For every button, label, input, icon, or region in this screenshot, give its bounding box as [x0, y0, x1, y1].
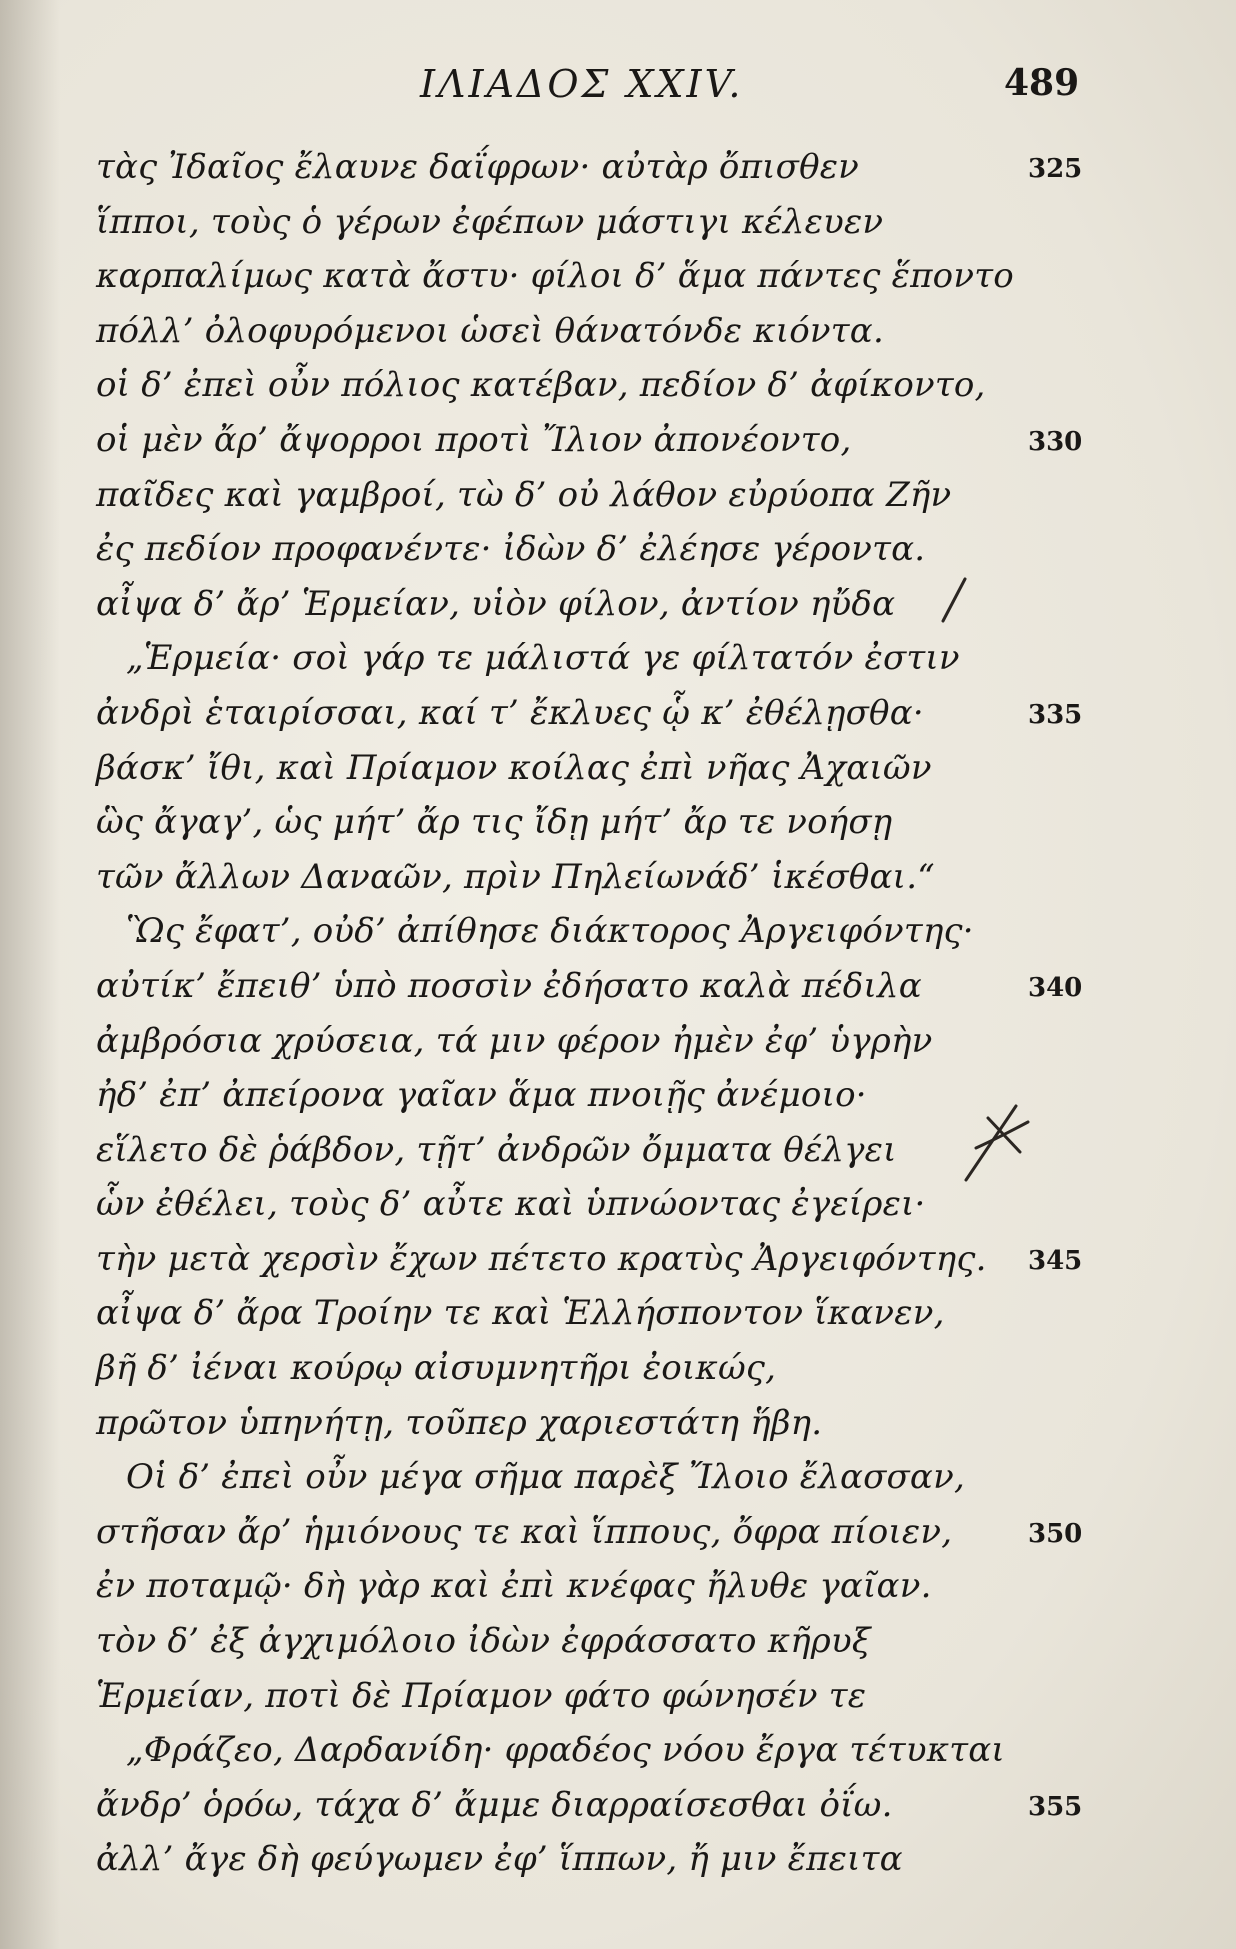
verse-line: [96, 468, 1096, 523]
page-number: 489: [1004, 62, 1080, 104]
verse-text: τὸν δ’ ἐξ ἀγχιμόλοιο ἰδὼν ἐφράσσατο κῆρυξ: [96, 1621, 871, 1662]
verse-text: ἀλλ’ ἄγε δὴ φεύγωμεν ἐφ’ ἵππων, ἤ μιν ἔπειτα: [96, 1839, 903, 1880]
verse-line: [96, 1450, 1096, 1505]
verse-text: οἱ δ’ ἐπεὶ οὖν πόλιος κατέβαν, πεδίον δ’ ἀφίκοντο,: [96, 365, 986, 406]
verse-text: τὰς Ἰδαῖος ἔλαυνε δαΐφρων· αὐτὰρ ὄπισθεν: [96, 147, 860, 187]
verse-text: ἐς πεδίον προφανέντε· ἰδὼν δ’ ἐλέησε γέροντα.: [96, 529, 926, 570]
verse-line: [96, 1068, 1096, 1123]
verse-line: [96, 850, 1096, 905]
verse-line: [96, 1505, 1096, 1560]
verse-text: ἵπποι, τοὺς ὁ γέρων ἐφέπων μάστιγι κέλευεν: [96, 201, 884, 242]
verse-line: [96, 577, 1096, 632]
verse-line: [96, 1232, 1096, 1287]
verse-line: [96, 904, 1096, 959]
verse-text: ὣς ἄγαγ’, ὡς μήτ’ ἄρ τις ἴδῃ μήτ’ ἄρ τε νοήσῃ: [96, 802, 893, 843]
verse-text: ἐν ποταμῷ· δὴ γὰρ καὶ ἐπὶ κνέφας ἤλυθε γαῖαν.: [96, 1566, 932, 1607]
verse-line: [96, 1286, 1096, 1341]
line-number: 330: [1028, 426, 1083, 457]
verse-text: ὧν ἐθέλει, τοὺς δ’ αὖτε καὶ ὑπνώοντας ἐγείρει·: [96, 1184, 926, 1225]
verse-line: [96, 1723, 1096, 1778]
verse-text: πρῶτον ὑπηνήτῃ, τοῦπερ χαριεστάτη ἥβη.: [96, 1402, 823, 1443]
verse-text: „Φράζεο, Δαρδανίδη· φραδέος νόου ἔργα τέτυκται: [126, 1730, 1005, 1771]
verse-text: αἶψα δ’ ἄρ’ Ἑρμείαν, υἱὸν φίλον, ἀντίον ηὔδα: [96, 583, 896, 624]
line-number: 325: [1028, 154, 1083, 184]
verse-text: ἠδ’ ἐπ’ ἀπείρονα γαῖαν ἅμα πνοιῇς ἀνέμοιο·: [96, 1075, 867, 1116]
line-number: 350: [1028, 1518, 1083, 1549]
verse-text: πόλλ’ ὀλοφυρόμενοι ὡσεὶ θάνατόνδε κιόντα.: [96, 310, 884, 351]
verse-text: αἶψα δ’ ἄρα Τροίην τε καὶ Ἑλλήσποντον ἵκανεν,: [96, 1293, 945, 1334]
line-number: 355: [1028, 1791, 1083, 1822]
verse-text: στῆσαν ἄρ’ ἡμιόνους τε καὶ ἵππους, ὄφρα πίοιεν,: [96, 1511, 953, 1552]
verse-text: εἵλετο δὲ ῥάβδον, τῇτ’ ἀνδρῶν ὄμματα θέλγει: [96, 1129, 897, 1170]
line-number: 335: [1028, 699, 1083, 730]
verse-line: [96, 686, 1096, 741]
verse-text: Οἱ δ’ ἐπεὶ οὖν μέγα σῆμα παρὲξ Ἴλοιο ἔλασσαν,: [126, 1457, 965, 1498]
running-title: ΙΛΙΑΔΟΣ XXIV.: [420, 62, 744, 106]
verse-text: ἀμβρόσια χρύσεια, τά μιν φέρον ἠμὲν ἐφ’ ὑγρὴν: [96, 1020, 933, 1061]
verse-line: [96, 1778, 1096, 1833]
verse-line: [96, 795, 1096, 850]
verse-line: [96, 304, 1096, 359]
verse-line: [96, 249, 1096, 304]
verse-line: [96, 1832, 1096, 1887]
verse-line: [96, 1014, 1096, 1069]
verse-block: [96, 140, 1096, 1887]
verse-text: οἱ μὲν ἄρ’ ἄψορροι προτὶ Ἴλιον ἀπονέοντο,: [96, 419, 852, 460]
verse-line: [96, 1341, 1096, 1396]
verse-line: [96, 1614, 1096, 1669]
page-header: [0, 62, 1236, 118]
verse-text: αὐτίκ’ ἔπειθ’ ὑπὸ ποσσὶν ἐδήσατο καλὰ πέδιλα: [96, 965, 922, 1006]
verse-text: βῆ δ’ ἰέναι κούρῳ αἰσυμνητῆρι ἐοικώς,: [96, 1348, 777, 1389]
verse-line: [96, 1559, 1096, 1614]
verse-line: [96, 1669, 1096, 1724]
verse-line: [96, 195, 1096, 250]
verse-text: ἀνδρὶ ἑταιρίσσαι, καί τ’ ἔκλυες ᾧ κ’ ἐθέλῃσθα·: [96, 692, 924, 733]
line-number: 345: [1028, 1245, 1083, 1276]
line-number: 340: [1028, 972, 1083, 1003]
verse-text: παῖδες καὶ γαμβροί, τὼ δ’ οὐ λάθον εὐρύοπα Ζῆν: [96, 474, 952, 515]
verse-line: [96, 1123, 1096, 1178]
verse-text: βάσκ’ ἴθι, καὶ Πρίαμον κοίλας ἐπὶ νῆας Ἀχαιῶν: [96, 747, 932, 788]
verse-line: [96, 358, 1096, 413]
verse-text: Ἑρμείαν, ποτὶ δὲ Πρίαμον φάτο φώνησέν τε: [96, 1675, 867, 1716]
verse-line: [96, 959, 1096, 1014]
verse-line: [96, 413, 1096, 468]
verse-line: [96, 631, 1096, 686]
verse-text: καρπαλίμως κατὰ ἄστυ· φίλοι δ’ ἅμα πάντες ἕποντο: [96, 256, 1014, 297]
verse-line: [96, 140, 1096, 195]
verse-text: ἄνδρ’ ὁρόω, τάχα δ’ ἄμμε διαρραίσεσθαι ὀΐω.: [96, 1784, 893, 1825]
page-edge-shadow: [0, 0, 60, 1949]
verse-line: [96, 1177, 1096, 1232]
verse-text: τῶν ἄλλων Δαναῶν, πρὶν Πηλείωνάδ’ ἱκέσθαι.“: [96, 856, 935, 897]
verse-line: [96, 741, 1096, 796]
verse-line: [96, 522, 1096, 577]
verse-line: [96, 1396, 1096, 1451]
verse-text: Ὣς ἔφατ’, οὐδ’ ἀπίθησε διάκτορος Ἀργειφόντης·: [126, 911, 974, 952]
verse-text: „Ἑρμεία· σοὶ γάρ τε μάλιστά γε φίλτατόν ἐστιν: [126, 638, 960, 679]
verse-text: τὴν μετὰ χερσὶν ἔχων πέτετο κρατὺς Ἀργειφόντης.: [96, 1238, 987, 1279]
